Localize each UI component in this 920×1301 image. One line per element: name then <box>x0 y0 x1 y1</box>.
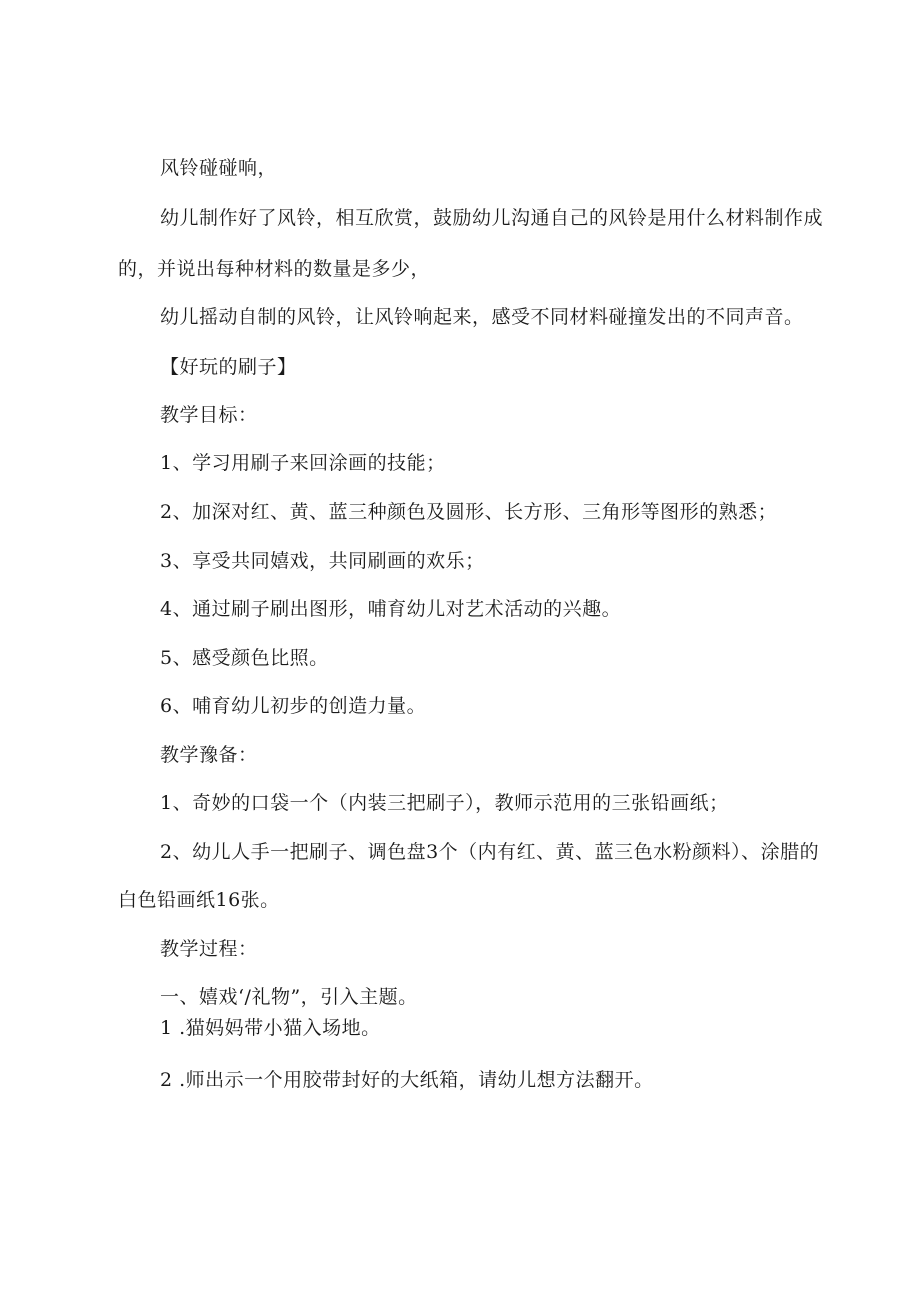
goal-item-2: 2、加深对红、黄、蓝三种颜色及圆形、长方形、三角形等图形的熟悉； <box>160 501 778 523</box>
section-heading: 【好玩的刷子】 <box>160 356 297 378</box>
process-substep-2: 2 .师出示一个用胶带封好的大纸箱，请幼儿想方法翻开。 <box>160 1069 654 1091</box>
goal-item-1: 1、学习用刷子来回涂画的技能； <box>160 452 446 474</box>
prep-item-1: 1、奇妙的口袋一个（内装三把刷子），教师示范用的三张铅画纸； <box>160 792 729 814</box>
text-line-1: 风铃碰碰响， <box>160 157 278 179</box>
text-line-4: 幼儿摇动自制的风铃，让风铃响起来，感受不同材料碰撞发出的不同声音。 <box>160 306 804 328</box>
subheading-goals: 教学目标： <box>160 404 258 426</box>
text-line-3: 的，并说出每种材料的数量是多少， <box>118 258 431 280</box>
subheading-process: 教学过程： <box>160 938 258 960</box>
goal-item-4: 4、通过刷子刷出图形，哺育幼儿对艺术活动的兴趣。 <box>160 598 622 620</box>
subheading-preparation: 教学豫备： <box>160 744 258 766</box>
prep-item-2: 2、幼儿人手一把刷子、调色盘3个（内有红、黄、蓝三色水粉颜料）、涂腊的 <box>160 841 820 863</box>
process-substep-1: 1 .猫妈妈带小猫入场地。 <box>160 1017 381 1039</box>
text-line-2: 幼儿制作好了风铃，相互欣赏，鼓励幼儿沟通自己的风铃是用什么材料制作成 <box>160 207 824 229</box>
goal-item-6: 6、哺育幼儿初步的创造力量。 <box>160 695 427 717</box>
goal-item-5: 5、感受颜色比照。 <box>160 647 329 669</box>
goal-item-3: 3、享受共同嬉戏，共同刷画的欢乐； <box>160 550 485 572</box>
prep-item-2-cont: 白色铅画纸16张。 <box>118 889 280 911</box>
process-step-1: 一、嬉戏‘/礼物”，引入主题。 <box>160 986 418 1008</box>
